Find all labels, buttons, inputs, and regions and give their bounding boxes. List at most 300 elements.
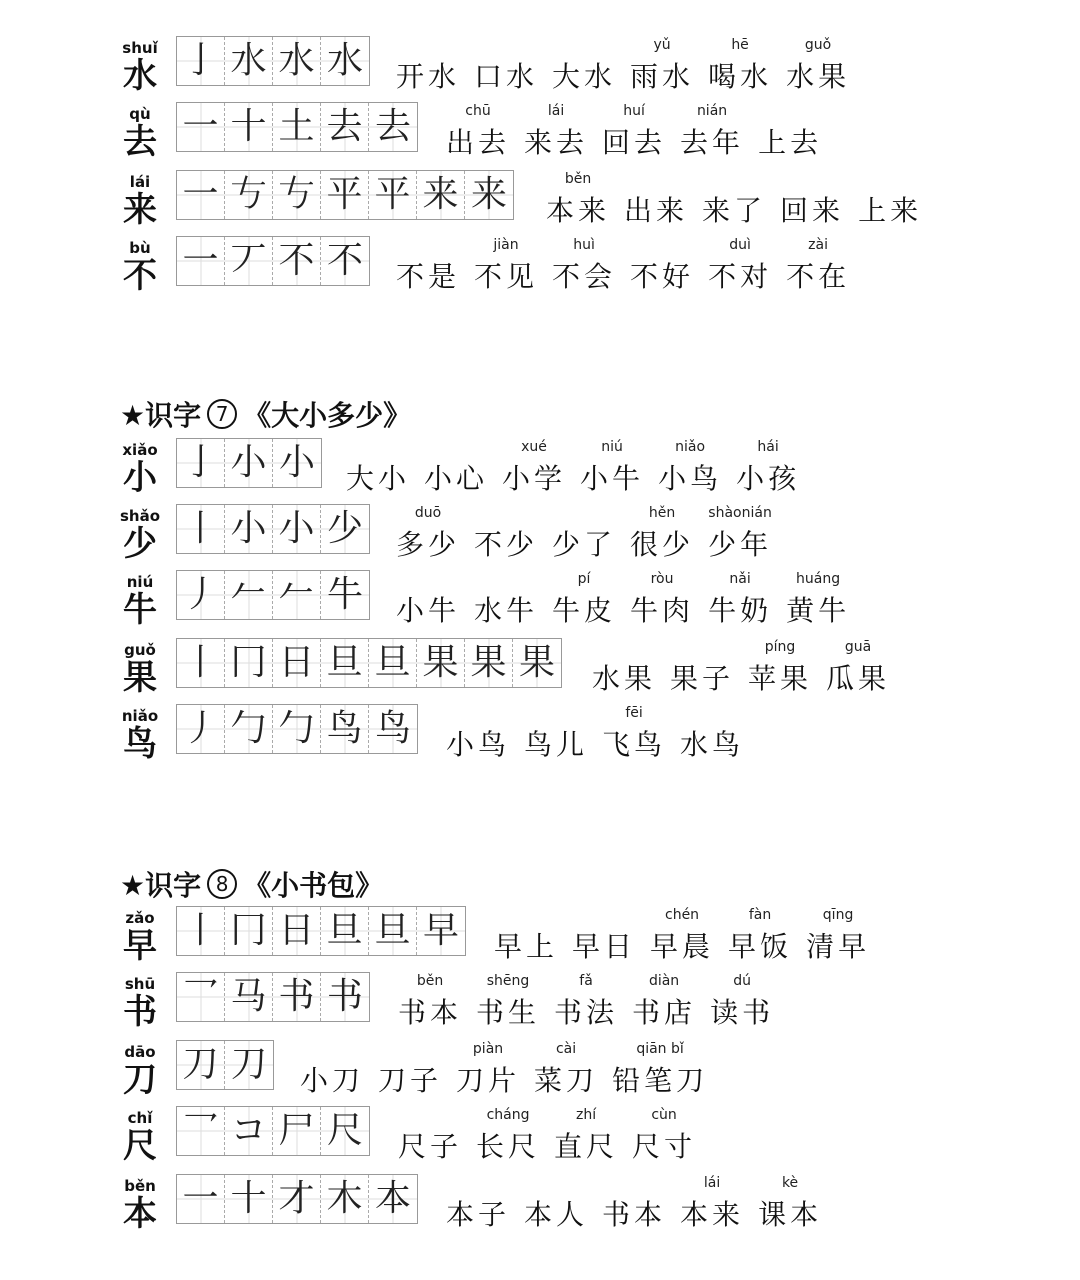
vocab-text: 书本 (602, 1198, 667, 1231)
stroke-glyph: 小 (230, 508, 267, 549)
vocab-text: 本子 (446, 1198, 511, 1231)
word-list (300, 1041, 709, 1097)
stroke-glyph: 鸟 (326, 708, 363, 749)
vocab-text: 很少 (630, 528, 695, 561)
vocab-word (602, 103, 667, 159)
word-list (396, 505, 773, 561)
lesson-number: 7 (207, 399, 237, 429)
stroke-cell (225, 907, 273, 955)
vocab-word (424, 464, 488, 494)
main-character: 去 (123, 122, 157, 162)
vocab-word (524, 103, 589, 159)
stroke-cell (465, 639, 513, 687)
stroke-order-grid (176, 638, 562, 688)
main-character: 鸟 (123, 724, 157, 764)
lesson-name: 《小书包》 (243, 869, 384, 902)
stroke-order-grid (176, 102, 418, 152)
stroke-cell (177, 1107, 225, 1155)
stroke-glyph: 𠀁 (230, 174, 267, 215)
stroke-glyph: 才 (278, 1178, 315, 1219)
vocab-text: 水果 (592, 662, 657, 695)
vocab-pinyin: shàonián (708, 505, 772, 521)
stroke-glyph: コ (230, 1110, 267, 1151)
vocab-text: 上去 (758, 126, 823, 159)
vocab-text: 书法 (554, 996, 619, 1029)
stroke-cell (369, 639, 417, 687)
vocab-pinyin: xué (521, 439, 547, 455)
main-character: 早 (123, 926, 157, 966)
vocab-text: 多少 (396, 528, 461, 561)
character-pinyin: guǒ (124, 641, 156, 659)
vocab-word (602, 1200, 666, 1230)
stroke-cell (321, 907, 369, 955)
stroke-cell (321, 171, 369, 219)
stroke-cell (321, 639, 369, 687)
vocab-word (474, 62, 538, 92)
stroke-cell (417, 639, 465, 687)
vocab-word (632, 1107, 697, 1163)
vocab-text: 尺子 (398, 1130, 463, 1163)
vocab-text: 刀片 (456, 1064, 521, 1097)
stroke-glyph: 旦 (374, 910, 411, 951)
stroke-glyph: 果 (422, 642, 459, 683)
vocab-text: 牛奶 (708, 594, 773, 627)
vocab-text: 回去 (602, 126, 667, 159)
vocab-pinyin: piàn (472, 1041, 504, 1057)
vocab-word (748, 639, 813, 695)
vocab-word (552, 237, 617, 293)
word-list (398, 973, 775, 1029)
stroke-cell (369, 1175, 417, 1223)
vocab-text: 清早 (806, 930, 871, 963)
vocab-text: 牛肉 (630, 594, 695, 627)
stroke-glyph: 刀 (230, 1044, 267, 1085)
stroke-cell (225, 237, 273, 285)
stroke-cell (321, 1175, 369, 1223)
stroke-glyph: 小 (230, 442, 267, 483)
vocab-pinyin: nǎi (729, 571, 751, 587)
stroke-cell (465, 171, 513, 219)
vocab-text: 小心 (424, 462, 489, 495)
stroke-glyph: 来 (422, 174, 459, 215)
vocab-text: 不见 (474, 260, 539, 293)
lesson-number: 8 (207, 869, 237, 899)
vocab-word (554, 973, 619, 1029)
stroke-glyph: 丨 (182, 508, 219, 549)
main-character: 本 (123, 1194, 157, 1234)
vocab-text: 鸟儿 (524, 728, 589, 761)
vocab-pinyin: běn (564, 171, 592, 187)
stroke-glyph: 乛 (182, 976, 219, 1017)
word-list (396, 37, 851, 93)
stroke-glyph: 丨 (182, 910, 219, 951)
word-list (446, 705, 745, 761)
stroke-glyph: 旦 (326, 910, 363, 951)
stroke-glyph: 丿 (182, 574, 219, 615)
stroke-cell (273, 1107, 321, 1155)
main-character: 书 (123, 992, 157, 1032)
vocab-pinyin: niú (601, 439, 623, 455)
section-label: ★识字 (120, 869, 202, 902)
vocab-pinyin: chén (665, 907, 700, 923)
stroke-cell (177, 571, 225, 619)
vocab-word (300, 1066, 364, 1096)
vocab-text: 开水 (396, 60, 461, 93)
vocab-text: 不对 (708, 260, 773, 293)
character-pinyin: lái (129, 173, 151, 191)
vocab-pinyin: nián (696, 103, 728, 119)
vocab-word (632, 973, 697, 1029)
stroke-glyph: 尺 (326, 1110, 363, 1151)
stroke-order-grid (176, 236, 370, 286)
stroke-glyph: 丿 (182, 708, 219, 749)
vocab-word (554, 1107, 619, 1163)
stroke-cell (369, 103, 417, 151)
stroke-cell (225, 705, 273, 753)
vocab-word (446, 103, 511, 159)
vocab-word (708, 505, 773, 561)
word-list (346, 439, 801, 495)
vocab-text: 铅笔刀 (612, 1064, 709, 1097)
stroke-glyph: 少 (326, 508, 363, 549)
stroke-cell (177, 907, 225, 955)
stroke-cell (321, 237, 369, 285)
character-pinyin: shuǐ (122, 39, 158, 57)
vocab-text: 大小 (346, 462, 411, 495)
character-pinyin: zǎo (125, 909, 155, 927)
section-title (120, 394, 411, 434)
vocab-pinyin: běn (416, 973, 444, 989)
vocab-text: 尺寸 (632, 1130, 697, 1163)
vocab-pinyin: dú (733, 973, 751, 989)
vocab-pinyin: kè (781, 1175, 799, 1191)
vocab-text: 水果 (786, 60, 851, 93)
vocab-pinyin: duō (414, 505, 442, 521)
vocab-pinyin: pí (577, 571, 591, 587)
vocab-text: 出去 (446, 126, 511, 159)
stroke-cell (321, 1107, 369, 1155)
vocab-text: 早日 (572, 930, 637, 963)
stroke-cell (273, 571, 321, 619)
vocab-text: 早饭 (728, 930, 793, 963)
vocab-word (630, 505, 695, 561)
vocab-word (670, 664, 734, 694)
stroke-glyph: 亅 (182, 442, 219, 483)
vocab-word (630, 37, 695, 93)
section-label: ★识字 (120, 399, 202, 432)
stroke-cell (369, 171, 417, 219)
vocab-text: 黄牛 (786, 594, 851, 627)
vocab-word (758, 1175, 823, 1231)
character-pinyin: niú (126, 573, 154, 591)
word-list (446, 1175, 823, 1231)
stroke-glyph: 来 (470, 174, 507, 215)
vocab-text: 瓜果 (826, 662, 891, 695)
vocab-text: 上来 (858, 194, 923, 227)
stroke-cell (177, 237, 225, 285)
vocab-text: 出来 (624, 194, 689, 227)
stroke-cell (417, 907, 465, 955)
vocab-word (446, 730, 510, 760)
stroke-glyph: 勹 (230, 708, 267, 749)
character-pinyin: chǐ (127, 1109, 153, 1127)
vocab-text: 牛皮 (552, 594, 617, 627)
vocab-pinyin: lái (547, 103, 565, 119)
stroke-cell (225, 1175, 273, 1223)
stroke-order-grid (176, 906, 466, 956)
vocab-word (826, 639, 891, 695)
vocab-text: 水鸟 (680, 728, 745, 761)
vocab-text: 不好 (630, 260, 695, 293)
vocab-word (396, 505, 461, 561)
stroke-cell (273, 705, 321, 753)
vocab-word (398, 1132, 462, 1162)
stroke-glyph: 一 (182, 174, 219, 215)
vocab-pinyin: fàn (748, 907, 772, 923)
vocab-word (446, 1200, 510, 1230)
vocab-word (612, 1041, 709, 1097)
vocab-word (456, 1041, 521, 1097)
stroke-glyph: 勹 (278, 708, 315, 749)
vocab-text: 直尺 (554, 1130, 619, 1163)
vocab-text: 苹果 (748, 662, 813, 695)
vocab-word (474, 596, 538, 626)
stroke-cell (225, 37, 273, 85)
vocab-pinyin: cháng (486, 1107, 530, 1123)
vocab-pinyin: huáng (796, 571, 841, 587)
vocab-text: 读书 (710, 996, 775, 1029)
vocab-word (476, 973, 541, 1029)
vocab-text: 不少 (474, 528, 539, 561)
vocab-text: 长尺 (476, 1130, 541, 1163)
stroke-glyph: 丨 (182, 642, 219, 683)
main-character: 来 (123, 190, 157, 230)
vocab-text: 本来 (546, 194, 611, 227)
vocab-pinyin: yǔ (653, 37, 671, 53)
character-pinyin: běn (124, 1177, 156, 1195)
stroke-glyph: 水 (326, 40, 363, 81)
word-list (396, 571, 851, 627)
vocab-word (680, 103, 745, 159)
stroke-glyph: 书 (326, 976, 363, 1017)
vocab-text: 少了 (552, 528, 617, 561)
stroke-cell (177, 705, 225, 753)
stroke-glyph: 平 (326, 174, 363, 215)
vocab-word (494, 932, 558, 962)
stroke-cell (321, 973, 369, 1021)
vocab-word (710, 973, 775, 1029)
stroke-cell (273, 505, 321, 553)
vocab-text: 小鸟 (446, 728, 511, 761)
stroke-cell (273, 907, 321, 955)
vocab-word (592, 664, 656, 694)
stroke-cell (177, 171, 225, 219)
stroke-glyph: 丆 (230, 240, 267, 281)
stroke-cell (225, 103, 273, 151)
main-character: 尺 (123, 1126, 157, 1166)
stroke-glyph: 十 (230, 1178, 267, 1219)
vocab-pinyin: fǎ (579, 973, 593, 989)
vocab-word (708, 237, 773, 293)
vocab-word (524, 1200, 588, 1230)
stroke-glyph: 乛 (182, 1110, 219, 1151)
stroke-glyph: 去 (326, 106, 363, 147)
stroke-cell (273, 439, 321, 487)
stroke-cell (177, 505, 225, 553)
section-title (120, 864, 383, 904)
vocab-text: 来去 (524, 126, 589, 159)
character-pinyin: qù (129, 105, 151, 123)
vocab-text: 不在 (786, 260, 851, 293)
stroke-order-grid (176, 1174, 418, 1224)
vocab-text: 水牛 (474, 594, 539, 627)
stroke-glyph: 鸟 (374, 708, 411, 749)
vocab-word (534, 1041, 599, 1097)
vocab-word (728, 907, 793, 963)
vocab-text: 来了 (702, 194, 767, 227)
vocab-word (396, 262, 460, 292)
vocab-word (786, 571, 851, 627)
vocab-pinyin: jiàn (493, 237, 519, 253)
vocab-pinyin: ròu (650, 571, 674, 587)
stroke-order-grid (176, 704, 418, 754)
stroke-cell (321, 571, 369, 619)
vocab-word (858, 196, 922, 226)
stroke-glyph: 早 (422, 910, 459, 951)
stroke-glyph: 𠂉 (278, 574, 315, 615)
stroke-order-grid (176, 170, 514, 220)
vocab-word (602, 705, 667, 761)
vocab-text: 小鸟 (658, 462, 723, 495)
word-list (398, 1107, 697, 1163)
main-character: 小 (123, 458, 157, 498)
vocab-text: 小学 (502, 462, 567, 495)
stroke-glyph: 书 (278, 976, 315, 1017)
main-character: 牛 (123, 590, 157, 630)
vocab-word (476, 1107, 541, 1163)
word-list (396, 237, 851, 293)
vocab-text: 去年 (680, 126, 745, 159)
vocab-word (702, 196, 766, 226)
vocab-word (580, 439, 645, 495)
vocab-word (502, 439, 567, 495)
character-pinyin: shǎo (119, 507, 161, 525)
word-list (494, 907, 871, 963)
stroke-cell (321, 37, 369, 85)
stroke-cell (177, 973, 225, 1021)
stroke-cell (273, 237, 321, 285)
vocab-text: 小孩 (736, 462, 801, 495)
vocab-pinyin: qiān bǐ (636, 1041, 684, 1057)
stroke-order-grid (176, 570, 370, 620)
vocab-word (658, 439, 723, 495)
stroke-cell (321, 705, 369, 753)
stroke-cell (369, 705, 417, 753)
stroke-cell (177, 639, 225, 687)
vocab-text: 口水 (474, 60, 539, 93)
vocab-pinyin: fēi (625, 705, 643, 721)
vocab-text: 早晨 (650, 930, 715, 963)
vocab-text: 喝水 (708, 60, 773, 93)
vocab-pinyin: huì (573, 237, 595, 253)
vocab-word (398, 973, 463, 1029)
stroke-glyph: 不 (326, 240, 363, 281)
stroke-glyph: 木 (326, 1178, 363, 1219)
stroke-cell (225, 505, 273, 553)
main-character: 刀 (123, 1060, 157, 1100)
vocab-pinyin: guǒ (804, 37, 832, 53)
vocab-word (396, 596, 460, 626)
vocab-text: 不是 (396, 260, 461, 293)
stroke-glyph: 一 (182, 1178, 219, 1219)
stroke-cell (513, 639, 561, 687)
vocab-word (346, 464, 410, 494)
vocab-pinyin: cài (555, 1041, 577, 1057)
stroke-cell (321, 505, 369, 553)
vocab-pinyin: shēng (486, 973, 530, 989)
stroke-glyph: 尸 (278, 1110, 315, 1151)
stroke-cell (177, 37, 225, 85)
vocab-text: 小牛 (396, 594, 461, 627)
vocab-word (680, 730, 744, 760)
stroke-glyph: 𠂉 (230, 574, 267, 615)
vocab-word (758, 128, 822, 158)
stroke-glyph: 旦 (326, 642, 363, 683)
stroke-glyph: 果 (470, 642, 507, 683)
stroke-order-grid (176, 1106, 370, 1156)
stroke-glyph: 本 (374, 1178, 411, 1219)
vocab-text: 课本 (758, 1198, 823, 1231)
stroke-order-grid (176, 1040, 274, 1090)
vocab-text: 刀子 (378, 1064, 443, 1097)
character-pinyin: xiǎo (122, 441, 158, 459)
stroke-cell (177, 1041, 225, 1089)
vocab-word (474, 530, 538, 560)
vocab-text: 早上 (494, 930, 559, 963)
vocab-word (630, 262, 694, 292)
vocab-word (708, 571, 773, 627)
vocab-word (552, 571, 617, 627)
vocab-word (624, 196, 688, 226)
stroke-cell (225, 1041, 273, 1089)
word-list (446, 103, 823, 159)
vocab-text: 书生 (476, 996, 541, 1029)
vocab-word (780, 196, 844, 226)
stroke-cell (273, 973, 321, 1021)
vocab-text: 回来 (780, 194, 845, 227)
vocab-pinyin: guā (844, 639, 872, 655)
vocab-word (474, 237, 539, 293)
stroke-glyph: 去 (374, 106, 411, 147)
vocab-pinyin: hěn (648, 505, 676, 521)
stroke-glyph: 亅 (182, 40, 219, 81)
stroke-cell (225, 973, 273, 1021)
stroke-cell (177, 439, 225, 487)
stroke-cell (273, 639, 321, 687)
stroke-cell (273, 1175, 321, 1223)
stroke-glyph: 小 (278, 508, 315, 549)
vocab-word (524, 730, 588, 760)
vocab-pinyin: cùn (651, 1107, 677, 1123)
stroke-glyph: 牛 (326, 574, 363, 615)
stroke-cell (177, 103, 225, 151)
vocab-word (650, 907, 715, 963)
vocab-text: 少年 (708, 528, 773, 561)
stroke-cell (225, 171, 273, 219)
stroke-glyph: 果 (518, 642, 555, 683)
vocab-word (378, 1066, 442, 1096)
vocab-text: 雨水 (630, 60, 695, 93)
